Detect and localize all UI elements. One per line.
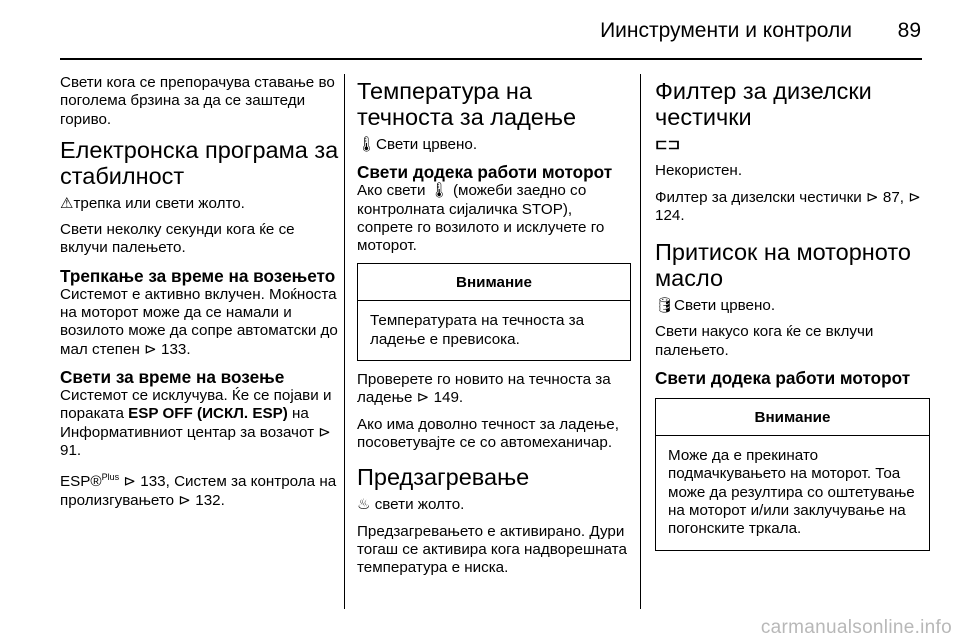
coolant-check-text: Проверете го новито на течноста за ладење ⊳ 149. — [357, 371, 611, 407]
preheat-status-line — [357, 496, 631, 514]
coolant-status-line — [357, 136, 631, 154]
esp-status-line — [60, 195, 340, 213]
dpf-icon-line — [655, 136, 930, 154]
preheat-text: Предзагревањето е активирано. Дури тогаш се активира кога надворешната температура е ниска. — [357, 522, 627, 577]
esp-plus-text: ⊳ 133, Систем за контрола на пролизгувањето ⊳ 132. — [60, 473, 337, 509]
esp-plus-reference — [60, 468, 340, 510]
column-1 — [60, 74, 340, 518]
column-divider-1 — [344, 74, 345, 609]
header-rule — [60, 58, 922, 60]
flashing-heading: Трепкање за време на возењето — [60, 265, 336, 286]
esp-plus-sup: Plus — [101, 472, 120, 483]
oil-warning-text: Може да е прекинато подмачкувањето на моторот. Тоа може да резултира со оштетување на моторот и/или заклучување на погонските тркала. — [668, 447, 915, 538]
oil-pressure-heading: Притисок на моторното масло — [655, 239, 911, 292]
shift-hint-text: Свети кога се препорачува ставање во поголема брзина за да се заштеди гориво. — [60, 74, 335, 128]
column-3 — [655, 74, 930, 561]
coolant-temperature-icon-inline: 🌡 — [429, 182, 449, 200]
esp-warning-icon: ⚠ — [60, 194, 74, 212]
column-2 — [357, 74, 631, 585]
esp-plus-label: ESP® — [60, 473, 102, 491]
watermark: carmanualsonline.info — [760, 617, 952, 638]
header-title: Иинструменти и контроли — [600, 19, 852, 42]
coolant-warning-text: Температурата на течноста за ладење е превисока. — [370, 312, 585, 348]
dpf-heading: Филтер за дизелски честички — [655, 78, 872, 130]
preheat-heading: Предзагревање — [357, 464, 530, 491]
oil-running-heading: Свети додека работи моторот — [655, 368, 911, 389]
flashing-text: Системот е активно вклучен. Моќноста на моторот може да се намали и возилото може да сопре автоматски до мал степен ⊳ 133. — [60, 285, 338, 358]
engine-running-heading: Свети додека работи моторот — [357, 162, 613, 183]
coolant-temperature-icon: 🌡 — [357, 136, 377, 153]
engine-text-b: (можеби заедно со контролната сијаличка STOP), сопрете го возилото и исклучете го моторот. — [357, 182, 605, 255]
page-number: 89 — [897, 19, 921, 42]
preheat-coil-icon: ♨ — [357, 496, 371, 514]
column-divider-2 — [640, 74, 641, 609]
coolant-warning-title: Внимание — [456, 274, 532, 292]
lit-text-a: Системот се исклучува. Ќе се појави и пораката — [60, 386, 332, 423]
coolant-heading: Температура на течноста за ладење — [357, 78, 577, 130]
lit-driving-heading: Свети за време на возење — [60, 366, 285, 387]
engine-text-a: Ако свети — [357, 182, 426, 200]
preheat-yellow-text: свети жолто. — [374, 496, 465, 514]
esp-off-message: ESP OFF (ИСКЛ. ESP) — [128, 405, 288, 423]
diesel-filter-icon: ⊏⊐ — [655, 136, 681, 153]
oil-ignition-text: Свети накусо кога ќе се вклучи палењето. — [655, 323, 874, 359]
coolant-warning-box — [357, 263, 631, 361]
oil-warning-title: Внимание — [754, 409, 831, 427]
oil-warning-box — [655, 398, 930, 550]
coolant-red-text: Свети црвено. — [376, 136, 478, 153]
oil-can-icon: 🛢 — [655, 297, 675, 315]
coolant-level-text: Ако има доволно течност за ладење, посоветувајте се со автомеханичар. — [357, 415, 619, 451]
esp-flash-text: трепка или свети жолто. — [73, 194, 245, 212]
esp-ignition-text: Свети неколку секунди кога ќе се вклучи палењето. — [60, 221, 295, 257]
engine-running-text — [357, 182, 631, 255]
oil-status-line — [655, 297, 930, 315]
lit-driving-text — [60, 387, 340, 460]
oil-red-text: Свети црвено. — [674, 297, 776, 315]
dpf-reference-text: Филтер за дизелски честички ⊳ 87, ⊳ 124. — [655, 188, 921, 224]
esp-heading: Електронска програма за стабилност — [60, 136, 339, 189]
lit-text-b: на Информативниот центар за возачот ⊳ 91. — [60, 405, 331, 459]
dpf-unused-text: Некористен. — [655, 162, 743, 180]
